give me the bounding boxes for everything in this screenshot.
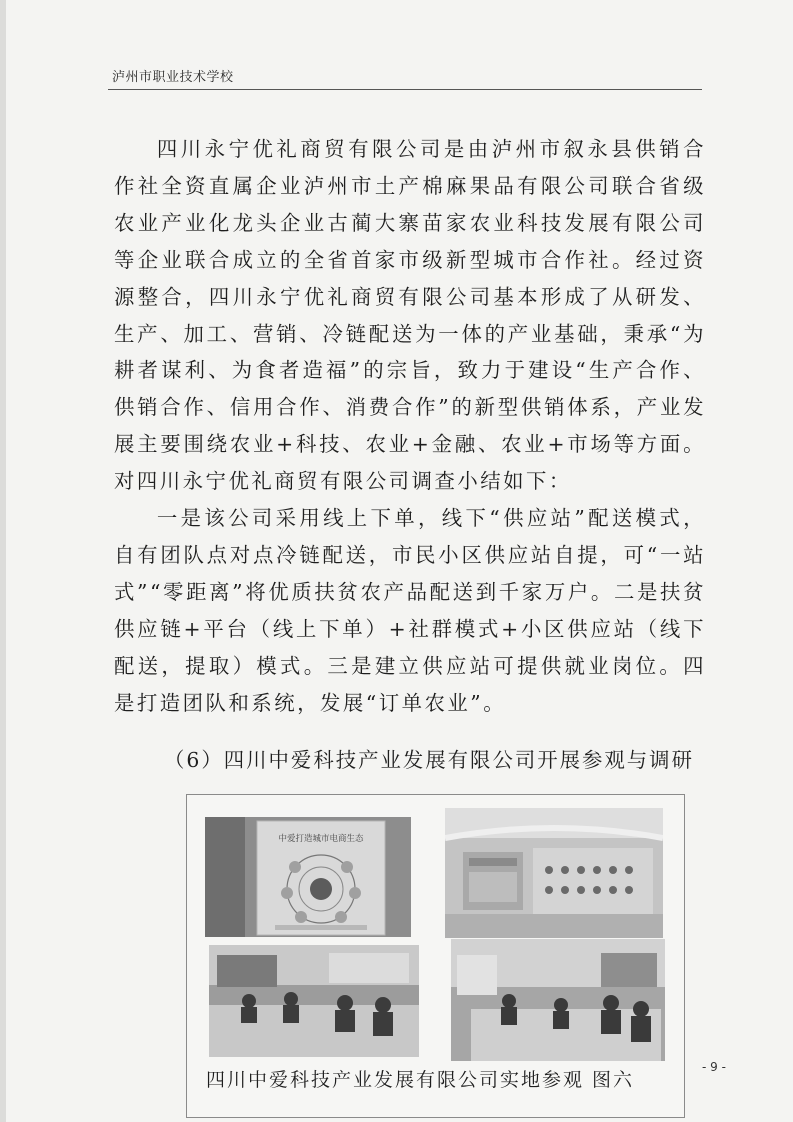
- scan-edge: [0, 0, 6, 1122]
- page-header-school-name: 泸州市职业技术学校: [112, 70, 234, 85]
- page-number: - 9 -: [702, 1060, 726, 1074]
- poster-title-text: 中爱打造城市电商生态: [278, 834, 364, 844]
- header-divider: [108, 89, 702, 90]
- body-text: [114, 131, 706, 722]
- paragraph-company-intro: 四川永宁优礼商贸有限公司是由泸州市叙永县供销合作社全资直属企业泸州市土产棉麻果品有限公司联合省级农业产业化龙头企业古蔺大寨苗家农业科技发展有限公司等企业联合成立的全省首家市级新型城市合作社。经过资源整合，四川永宁优礼商贸有限公司基本形成了从研发、生产、加工、营销、冷链配送为一体的产业基础，秉承“为耕者谋利、为食者造福”的宗旨，致力于建设“生产合作、供销合作、信用合作、消费合作”的新型供销体系，产业发展主要围绕农业+科技、农业+金融、农业+市场等方面。对四川永宁优礼商贸有限公司调查小结如下：: [114, 137, 706, 494]
- photo-meeting-room-2: [451, 939, 665, 1061]
- photo-meeting-room-1: [209, 945, 419, 1057]
- photo-exhibition-hall: [445, 808, 663, 938]
- figure-photo-collage: [186, 794, 685, 1118]
- paragraph-survey-summary: 一是该公司采用线上下单，线下“供应站”配送模式，自有团队点对点冷链配送，市民小区供应站自提，可“一站式”“零距离”将优质扶贫农产品配送到千家万户。二是扶贫供应链+平台（线上下单）+社群模式+小区供应站（线下配送，提取）模式。三是建立供应站可提供就业岗位。四是打造团队和系统，发展“订单农业”。: [114, 506, 706, 715]
- section-heading: （6）四川中爱科技产业发展有限公司开展参观与调研: [164, 748, 694, 772]
- photo-poster-board: [205, 817, 411, 937]
- figure-caption: 四川中爱科技产业发展有限公司实地参观 图六: [206, 1069, 635, 1091]
